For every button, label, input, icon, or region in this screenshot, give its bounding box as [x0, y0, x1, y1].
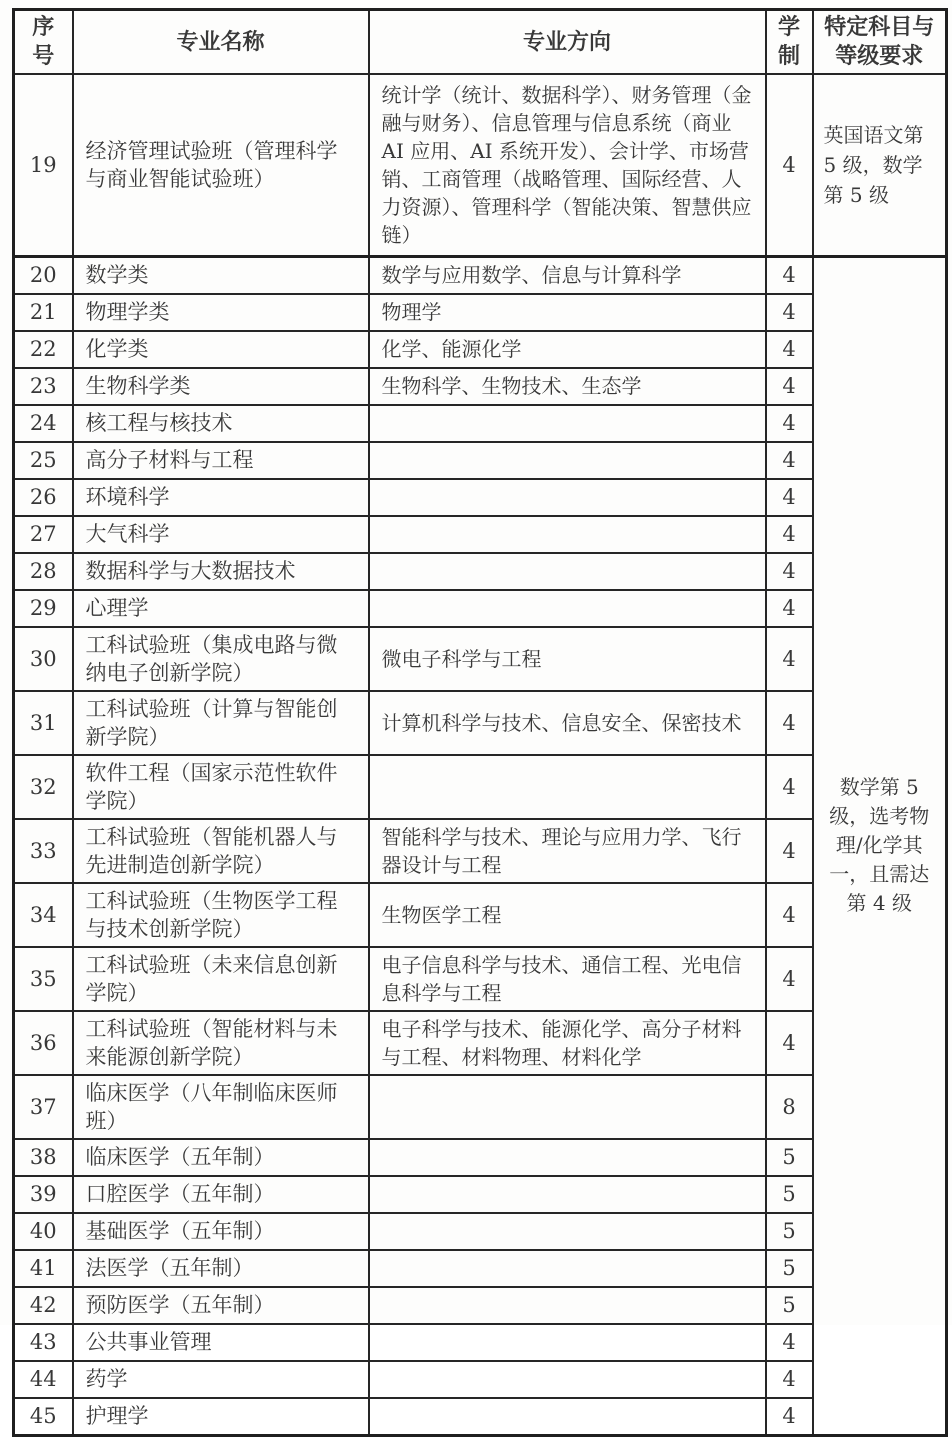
direction-cell: 计算机科学与技术、信息安全、保密技术 — [369, 691, 766, 755]
col-header-major: 专业名称 — [73, 10, 369, 75]
table-row — [14, 331, 947, 368]
table-body — [14, 74, 947, 1435]
row-number-cell: 38 — [14, 1139, 73, 1176]
table-row — [14, 74, 947, 256]
years-cell: 4 — [766, 294, 813, 331]
table-row — [14, 553, 947, 590]
table-row — [14, 368, 947, 405]
direction-cell: 物理学 — [369, 294, 766, 331]
direction-cell: 生物科学、生物技术、生态学 — [369, 368, 766, 405]
direction-cell: 化学、能源化学 — [369, 331, 766, 368]
years-cell: 4 — [766, 256, 813, 294]
row-number-cell: 19 — [14, 74, 73, 256]
table-row — [14, 442, 947, 479]
major-name-cell: 药学 — [73, 1361, 369, 1398]
years-cell: 4 — [766, 883, 813, 947]
programs-table — [12, 8, 948, 1437]
years-cell: 5 — [766, 1176, 813, 1213]
direction-cell: 生物医学工程 — [369, 883, 766, 947]
major-name-cell: 软件工程（国家示范性软件学院） — [73, 755, 369, 819]
direction-cell — [369, 1213, 766, 1250]
table-row — [14, 819, 947, 883]
row-number-cell: 26 — [14, 479, 73, 516]
table-row — [14, 405, 947, 442]
major-name-cell: 工科试验班（智能机器人与先进制造创新学院） — [73, 819, 369, 883]
col-header-direction: 专业方向 — [369, 10, 766, 75]
row-number-cell: 37 — [14, 1075, 73, 1139]
major-name-cell: 数据科学与大数据技术 — [73, 553, 369, 590]
major-name-cell: 大气科学 — [73, 516, 369, 553]
direction-cell: 电子信息科学与技术、通信工程、光电信息科学与工程 — [369, 947, 766, 1011]
years-cell: 4 — [766, 516, 813, 553]
years-cell: 4 — [766, 691, 813, 755]
direction-cell — [369, 1287, 766, 1324]
table-row — [14, 1176, 947, 1213]
table-row — [14, 1075, 947, 1139]
major-name-cell: 数学类 — [73, 256, 369, 294]
direction-cell — [369, 405, 766, 442]
table-row — [14, 516, 947, 553]
years-cell: 4 — [766, 479, 813, 516]
major-name-cell: 工科试验班（计算与智能创新学院） — [73, 691, 369, 755]
row-number-cell: 21 — [14, 294, 73, 331]
years-cell: 4 — [766, 1398, 813, 1436]
table-row — [14, 755, 947, 819]
major-name-cell: 经济管理试验班（管理科学与商业智能试验班） — [73, 74, 369, 256]
years-cell: 4 — [766, 1011, 813, 1075]
years-cell: 4 — [766, 1361, 813, 1398]
direction-cell: 数学与应用数学、信息与计算科学 — [369, 256, 766, 294]
row-number-cell: 44 — [14, 1361, 73, 1398]
direction-cell — [369, 442, 766, 479]
years-cell: 8 — [766, 1075, 813, 1139]
years-cell: 4 — [766, 947, 813, 1011]
years-cell: 4 — [766, 755, 813, 819]
row-number-cell: 36 — [14, 1011, 73, 1075]
years-cell: 5 — [766, 1139, 813, 1176]
row-number-cell: 23 — [14, 368, 73, 405]
row-number-cell: 25 — [14, 442, 73, 479]
row-number-cell: 42 — [14, 1287, 73, 1324]
direction-cell — [369, 1398, 766, 1436]
direction-cell: 智能科学与技术、理论与应用力学、飞行器设计与工程 — [369, 819, 766, 883]
years-cell: 4 — [766, 1324, 813, 1361]
direction-cell — [369, 1361, 766, 1398]
years-cell: 4 — [766, 590, 813, 627]
table-row — [14, 1398, 947, 1436]
row-number-cell: 45 — [14, 1398, 73, 1436]
row-number-cell: 24 — [14, 405, 73, 442]
direction-cell — [369, 1176, 766, 1213]
table-row — [14, 883, 947, 947]
table-row — [14, 256, 947, 294]
years-cell: 4 — [766, 331, 813, 368]
major-name-cell: 工科试验班（智能材料与未来能源创新学院） — [73, 1011, 369, 1075]
table-row — [14, 1011, 947, 1075]
direction-cell — [369, 590, 766, 627]
major-name-cell: 工科试验班（集成电路与微纳电子创新学院） — [73, 627, 369, 691]
direction-cell: 统计学（统计、数据科学）、财务管理（金融与财务）、信息管理与信息系统（商业 AI 应用、AI 系统开发）、会计学、市场营销、工商管理（战略管理、国际经营、人力资源）、管理科学（智能决策、智慧供应链） — [369, 74, 766, 256]
table-row — [14, 627, 947, 691]
row-number-cell: 32 — [14, 755, 73, 819]
row-number-cell: 39 — [14, 1176, 73, 1213]
years-cell: 4 — [766, 368, 813, 405]
table-row — [14, 1213, 947, 1250]
row-number-cell: 27 — [14, 516, 73, 553]
table-row — [14, 947, 947, 1011]
major-name-cell: 高分子材料与工程 — [73, 442, 369, 479]
years-cell: 4 — [766, 627, 813, 691]
direction-cell — [369, 1075, 766, 1139]
direction-cell — [369, 479, 766, 516]
years-cell: 4 — [766, 442, 813, 479]
row-number-cell: 31 — [14, 691, 73, 755]
major-name-cell: 临床医学（八年制临床医师班） — [73, 1075, 369, 1139]
col-header-requirement: 特定科目与等级要求 — [813, 10, 947, 75]
row-number-cell: 35 — [14, 947, 73, 1011]
row-number-cell: 30 — [14, 627, 73, 691]
direction-cell: 电子科学与技术、能源化学、高分子材料与工程、材料物理、材料化学 — [369, 1011, 766, 1075]
row-number-cell: 41 — [14, 1250, 73, 1287]
major-name-cell: 基础医学（五年制） — [73, 1213, 369, 1250]
major-name-cell: 工科试验班（生物医学工程与技术创新学院） — [73, 883, 369, 947]
table-row — [14, 1139, 947, 1176]
row-number-cell: 29 — [14, 590, 73, 627]
table-row — [14, 1250, 947, 1287]
row-number-cell: 43 — [14, 1324, 73, 1361]
row-number-cell: 20 — [14, 256, 73, 294]
major-name-cell: 核工程与核技术 — [73, 405, 369, 442]
major-name-cell: 心理学 — [73, 590, 369, 627]
requirement-cell-rows20-45: 数学第 5 级，选考物理/化学其一，且需达第 4 级 — [813, 256, 947, 1435]
years-cell: 5 — [766, 1287, 813, 1324]
table-row — [14, 590, 947, 627]
direction-cell — [369, 1250, 766, 1287]
table-row — [14, 294, 947, 331]
direction-cell — [369, 1324, 766, 1361]
major-name-cell: 环境科学 — [73, 479, 369, 516]
direction-cell — [369, 1139, 766, 1176]
table-row — [14, 1324, 947, 1361]
direction-cell — [369, 553, 766, 590]
major-name-cell: 法医学（五年制） — [73, 1250, 369, 1287]
major-name-cell: 工科试验班（未来信息创新学院） — [73, 947, 369, 1011]
major-name-cell: 护理学 — [73, 1398, 369, 1436]
direction-cell — [369, 516, 766, 553]
years-cell: 4 — [766, 819, 813, 883]
row-number-cell: 22 — [14, 331, 73, 368]
table-row — [14, 1287, 947, 1324]
col-header-years: 学制 — [766, 10, 813, 75]
major-name-cell: 物理学类 — [73, 294, 369, 331]
col-header-no: 序号 — [14, 10, 73, 75]
table-row — [14, 479, 947, 516]
direction-cell — [369, 755, 766, 819]
years-cell: 5 — [766, 1250, 813, 1287]
major-name-cell: 生物科学类 — [73, 368, 369, 405]
direction-cell: 微电子科学与工程 — [369, 627, 766, 691]
row-number-cell: 33 — [14, 819, 73, 883]
years-cell: 4 — [766, 553, 813, 590]
row-number-cell: 28 — [14, 553, 73, 590]
years-cell: 5 — [766, 1213, 813, 1250]
requirement-cell-row19: 英国语文第 5 级，数学第 5 级 — [813, 74, 947, 256]
major-name-cell: 化学类 — [73, 331, 369, 368]
years-cell: 4 — [766, 405, 813, 442]
row-number-cell: 34 — [14, 883, 73, 947]
years-cell: 4 — [766, 74, 813, 256]
major-name-cell: 临床医学（五年制） — [73, 1139, 369, 1176]
major-name-cell: 公共事业管理 — [73, 1324, 369, 1361]
row-number-cell: 40 — [14, 1213, 73, 1250]
major-name-cell: 预防医学（五年制） — [73, 1287, 369, 1324]
table-row — [14, 1361, 947, 1398]
table-row — [14, 691, 947, 755]
major-name-cell: 口腔医学（五年制） — [73, 1176, 369, 1213]
header-row — [14, 10, 947, 75]
